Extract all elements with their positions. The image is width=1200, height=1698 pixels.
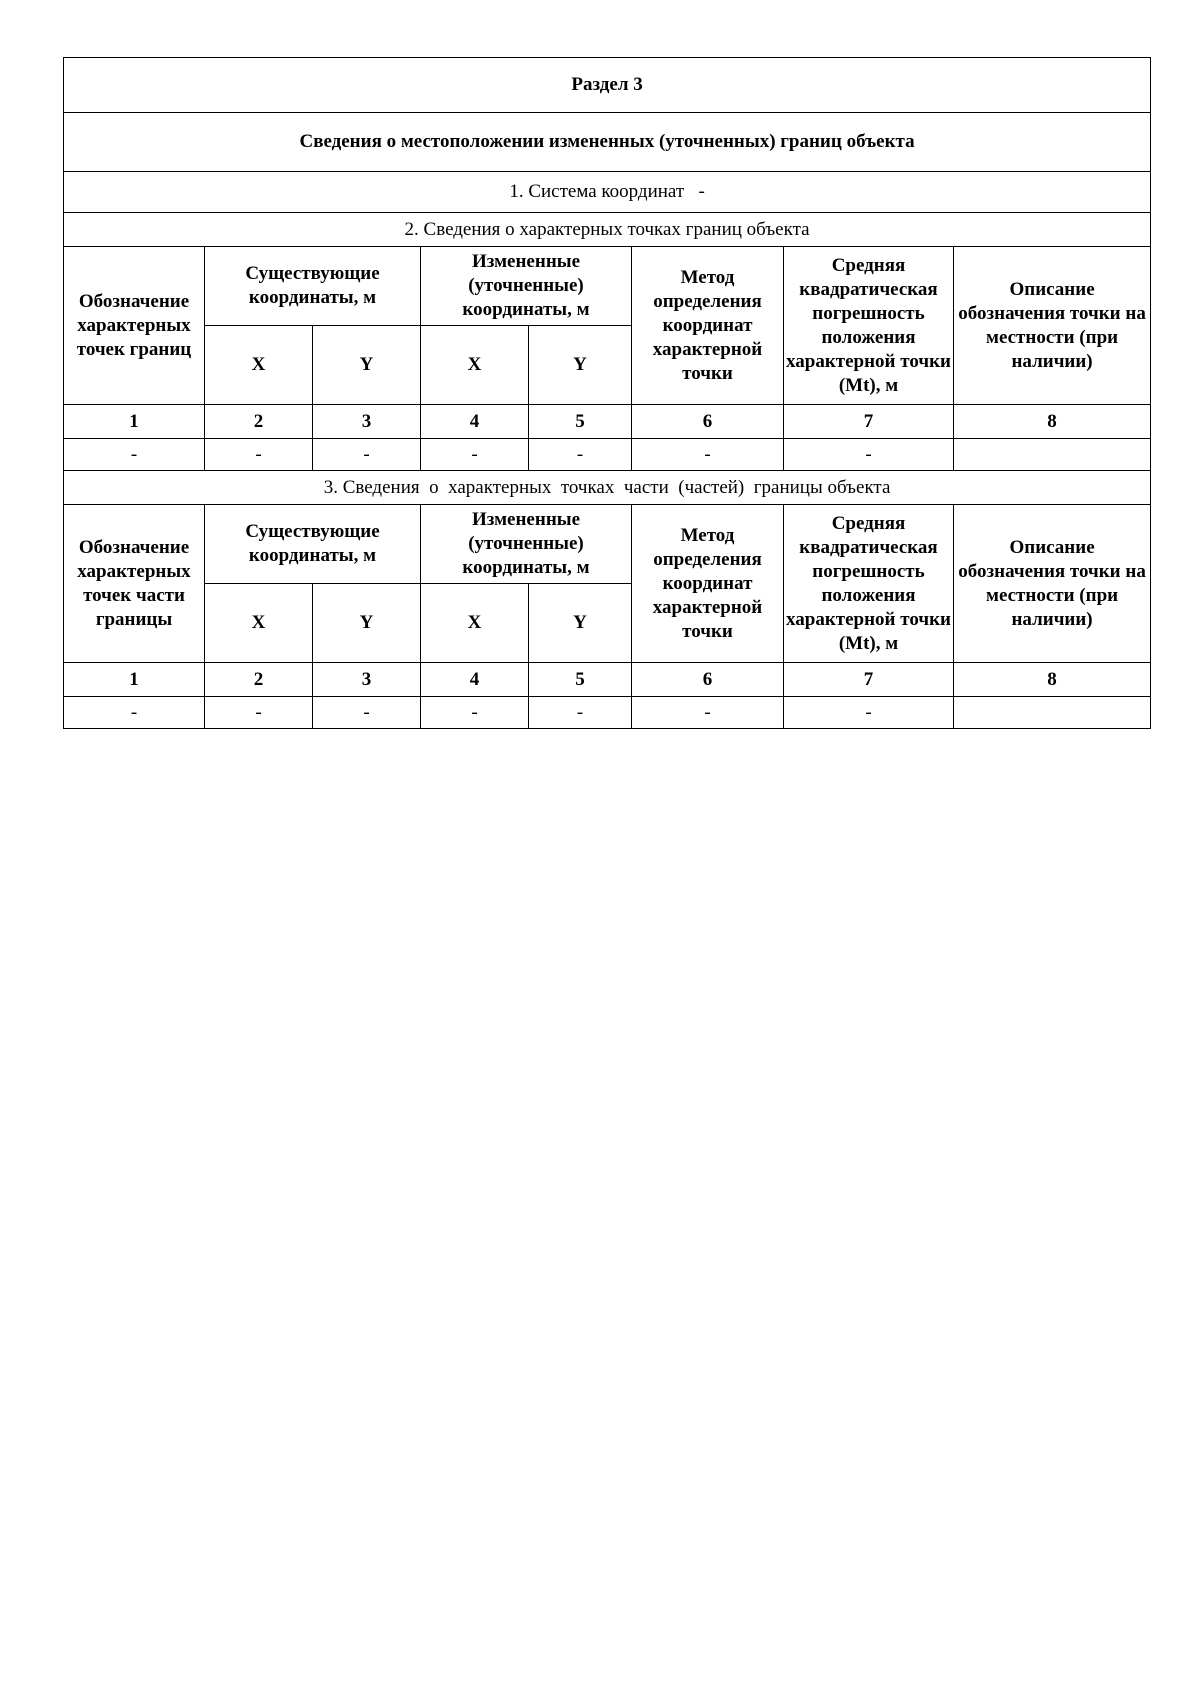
table-cell xyxy=(954,697,1151,729)
table-cell: - xyxy=(205,697,313,729)
column-number: 6 xyxy=(632,405,784,439)
table-cell: - xyxy=(64,439,205,471)
points-data-row xyxy=(64,439,1151,471)
points-changed-x: X xyxy=(421,326,529,405)
column-number: 8 xyxy=(954,405,1151,439)
table-cell: - xyxy=(529,439,632,471)
table-cell: - xyxy=(313,697,421,729)
points-col-changed: Измененные (уточненные) координаты, м xyxy=(421,247,632,326)
column-number: 2 xyxy=(205,405,313,439)
parts-col-changed: Измененные (уточненные) координаты, м xyxy=(421,505,632,584)
points-col-method: Метод определения координат характерной точки xyxy=(632,247,784,405)
table-cell: - xyxy=(64,697,205,729)
table-cell: - xyxy=(632,697,784,729)
coord-system-label: 1. Система координат xyxy=(509,181,685,202)
column-number: 7 xyxy=(784,663,954,697)
parts-existing-y: Y xyxy=(313,584,421,663)
parts-numbers-row xyxy=(64,663,1151,697)
parts-data-row xyxy=(64,697,1151,729)
parts-col-description: Описание обозначения точки на местности (при наличии) xyxy=(954,505,1151,663)
table-cell: - xyxy=(529,697,632,729)
column-number: 1 xyxy=(64,405,205,439)
points-col-existing: Существующие координаты, м xyxy=(205,247,421,326)
parts-existing-x: X xyxy=(205,584,313,663)
section-subtitle: Сведения о местоположении измененных (уточненных) границ объекта xyxy=(64,113,1151,172)
table-cell: - xyxy=(784,697,954,729)
column-number: 2 xyxy=(205,663,313,697)
parts-col-designation: Обозначение характерных точек части границы xyxy=(64,505,205,663)
parts-heading: 3. Сведения о характерных точках части (частей) границы объекта xyxy=(64,471,1151,505)
parts-changed-y: Y xyxy=(529,584,632,663)
points-changed-y: Y xyxy=(529,326,632,405)
table-cell: - xyxy=(313,439,421,471)
table-cell: - xyxy=(421,439,529,471)
coord-system-row xyxy=(64,172,1151,213)
parts-col-method: Метод определения координат характерной точки xyxy=(632,505,784,663)
column-number: 5 xyxy=(529,663,632,697)
section-title: Раздел 3 xyxy=(64,58,1151,113)
column-number: 6 xyxy=(632,663,784,697)
points-existing-x: X xyxy=(205,326,313,405)
parts-changed-x: X xyxy=(421,584,529,663)
coord-system-value: - xyxy=(698,181,705,202)
points-numbers-row xyxy=(64,405,1151,439)
table-cell: - xyxy=(421,697,529,729)
parts-col-error: Средняя квадратическая погрешность положения характерной точки (Mt), м xyxy=(784,505,954,663)
points-col-designation: Обозначение характерных точек границ xyxy=(64,247,205,405)
parts-col-existing: Существующие координаты, м xyxy=(205,505,421,584)
points-heading: 2. Сведения о характерных точках границ объекта xyxy=(64,213,1151,247)
column-number: 3 xyxy=(313,405,421,439)
column-number: 3 xyxy=(313,663,421,697)
points-col-error: Средняя квадратическая погрешность положения характерной точки (Mt), м xyxy=(784,247,954,405)
column-number: 1 xyxy=(64,663,205,697)
column-number: 4 xyxy=(421,405,529,439)
table-cell: - xyxy=(205,439,313,471)
column-number: 4 xyxy=(421,663,529,697)
table-cell: - xyxy=(784,439,954,471)
points-col-description: Описание обозначения точки на местности (при наличии) xyxy=(954,247,1151,405)
column-number: 5 xyxy=(529,405,632,439)
column-number: 7 xyxy=(784,405,954,439)
column-number: 8 xyxy=(954,663,1151,697)
points-existing-y: Y xyxy=(313,326,421,405)
section-3-table xyxy=(63,57,1151,729)
table-cell xyxy=(954,439,1151,471)
table-cell: - xyxy=(632,439,784,471)
